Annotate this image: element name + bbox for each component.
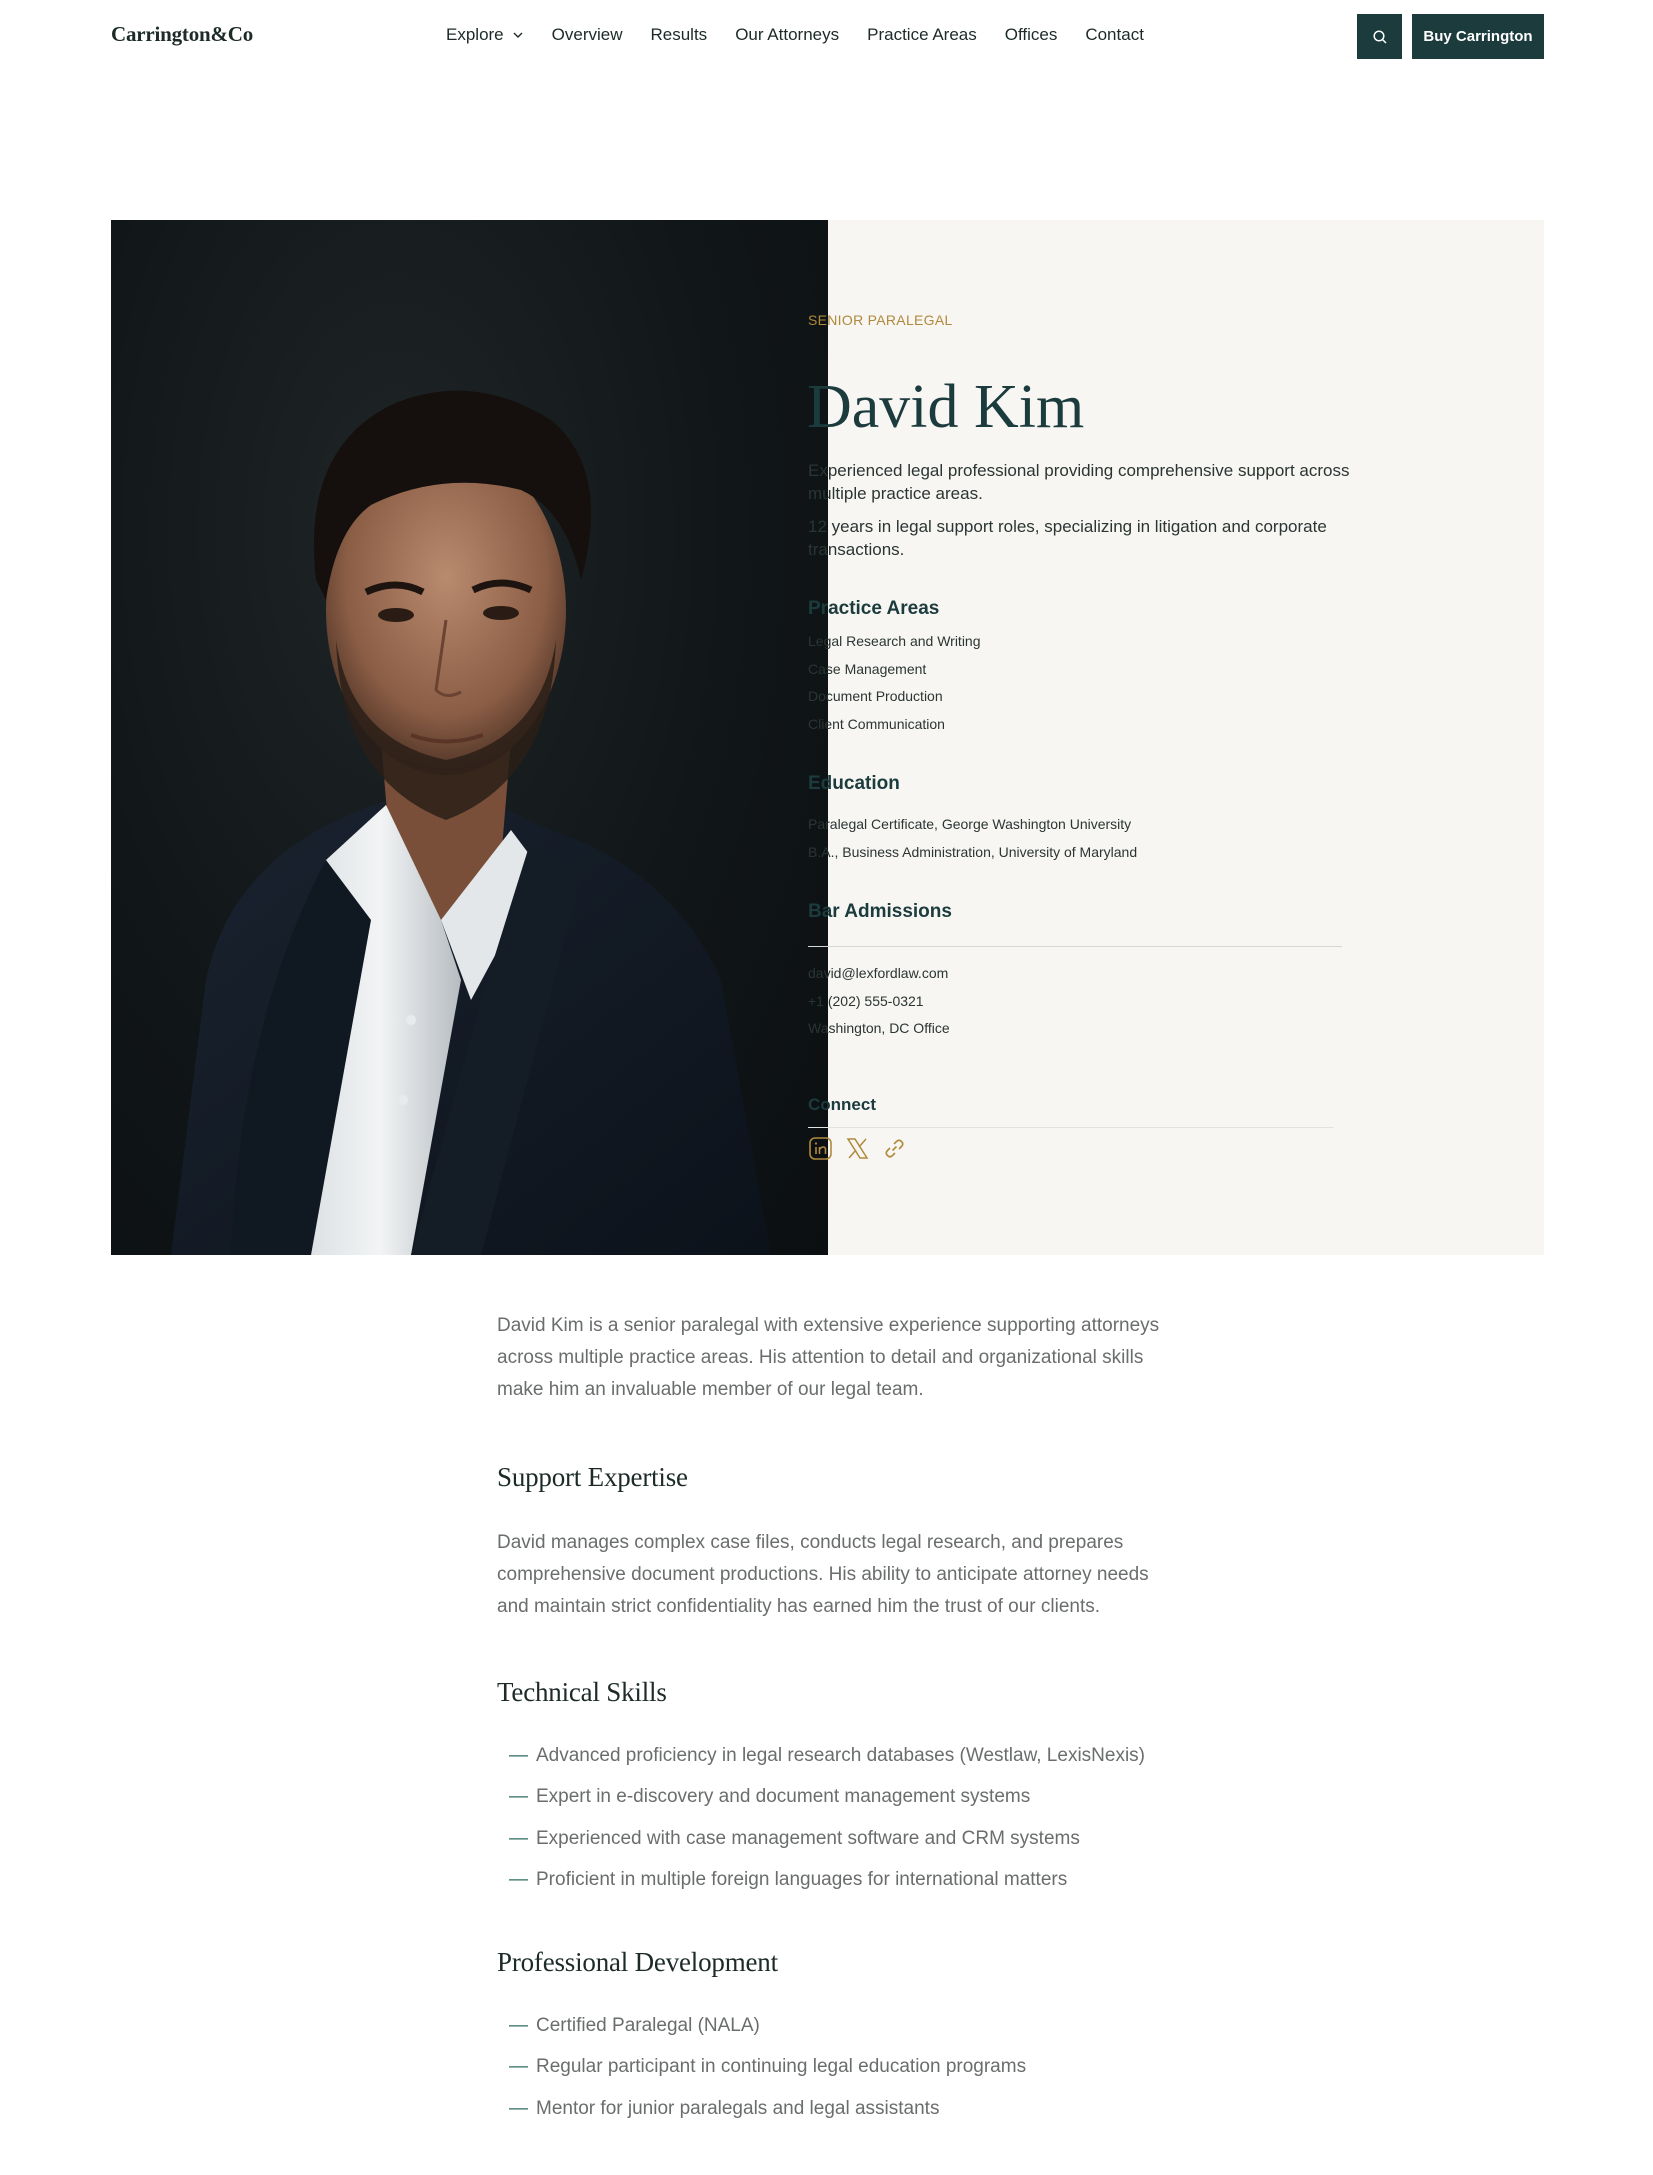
list-item-text: Experienced with case management software and CRM systems (536, 1827, 1080, 1849)
nav-item-contact[interactable]: Contact (1085, 25, 1144, 44)
practice-areas-list (808, 628, 981, 738)
role-eyebrow: SENIOR PARALEGAL (808, 312, 953, 328)
divider (808, 946, 1342, 947)
lead-text: 12 years in legal support roles, specializing in litigation and corporate transactions. (808, 517, 1327, 559)
list-item: Paralegal Certificate, George Washington University (808, 816, 1132, 832)
profile-lead (808, 459, 1368, 561)
list-item: — Mentor for junior paralegals and legal assistants (509, 2097, 940, 2119)
list-item: — Expert in e-discovery and document management systems (509, 1786, 1031, 1808)
social-links (808, 1136, 907, 1161)
list-item-text: Advanced proficiency in legal research databases (Westlaw, LexisNexis) (536, 1745, 1146, 1766)
education-list (808, 811, 1137, 866)
nav-label: Explore (446, 25, 504, 44)
bio-content (497, 1310, 1177, 2129)
search-icon (1372, 29, 1388, 45)
email-link[interactable]: david@lexfordlaw.com (808, 965, 949, 981)
list-item: — Certified Paralegal (NALA) (509, 2015, 760, 2037)
nav-item-practice-areas[interactable]: Practice Areas (867, 25, 977, 44)
list-item: — Experienced with case management software and CRM systems (509, 1827, 1080, 1849)
logo[interactable]: Carrington&Co (111, 22, 254, 46)
list-item: Document Production (808, 688, 943, 704)
nav-item-our-attorneys[interactable]: Our Attorneys (735, 25, 840, 44)
linkedin-icon[interactable] (808, 1136, 833, 1161)
main-nav (446, 25, 1144, 45)
list-item: — Regular participant in continuing legal education programs (509, 2056, 1027, 2078)
nav-item-offices[interactable]: Offices (1004, 25, 1058, 44)
development-list (497, 2005, 1177, 2129)
list-item-text: Expert in e-discovery and document management systems (536, 1786, 1031, 1808)
list-item: Client Communication (808, 715, 945, 732)
list-item: — Proficient in multiple foreign languages for international matters (509, 1868, 1068, 1890)
education-heading: Education (808, 773, 900, 794)
buy-button[interactable]: Buy Carrington (1412, 14, 1544, 59)
profile-name: David Kim (807, 373, 1085, 441)
list-item: B.A., Business Administration, University of Maryland (808, 843, 1138, 860)
list-item: Legal Research and Writing (808, 633, 981, 649)
bio-intro: David Kim is a senior paralegal with extensive experience supporting attorneys across multiple practice areas. His attention to detail and organizational skills make him an invaluable member of our legal team. (497, 1315, 1160, 1400)
nav-item-overview[interactable]: Overview (551, 25, 623, 44)
list-item-text: Proficient in multiple foreign languages for international matters (536, 1868, 1068, 1890)
divider (808, 1127, 1334, 1128)
connect-heading: Connect (808, 1095, 876, 1114)
bar-admissions-heading: Bar Admissions (808, 901, 952, 922)
technical-skills-heading: Technical Skills (497, 1677, 667, 1707)
chevron-down-icon (512, 29, 524, 41)
nav-item-results[interactable]: Results (650, 25, 708, 44)
portrait-illustration (111, 220, 828, 1255)
office-location: Washington, DC Office (808, 1020, 950, 1036)
list-item-text: Regular participant in continuing legal education programs (536, 2056, 1027, 2078)
list-item: — Advanced proficiency in legal research databases (Westlaw, LexisNexis) (509, 1745, 1146, 1766)
x-icon[interactable] (845, 1136, 870, 1161)
site-header (0, 0, 1653, 72)
list-item: Case Management (808, 660, 927, 677)
list-item-text: Certified Paralegal (NALA) (536, 2015, 760, 2037)
support-expertise-heading: Support Expertise (497, 1462, 688, 1492)
list-item-text: Mentor for junior paralegals and legal assistants (536, 2097, 940, 2119)
link-icon[interactable] (882, 1136, 907, 1161)
contact-list (808, 960, 950, 1043)
professional-development-heading: Professional Development (497, 1947, 778, 1978)
portrait-photo (111, 220, 828, 1255)
nav-item-explore[interactable] (446, 25, 524, 45)
support-text: David manages complex case files, conducts legal research, and prepares comprehensive document productions. His ability to anticipate attorney needs and maintain strict confidentiality has earned him the trust of our clients. (497, 1532, 1149, 1617)
search-button[interactable] (1357, 14, 1402, 59)
lead-text: Experienced legal professional providing comprehensive support across multiple practice areas. (808, 461, 1350, 503)
skills-list (497, 1735, 1177, 1900)
phone-link[interactable]: +1 (202) 555-0321 (808, 992, 924, 1009)
practice-areas-heading: Practice Areas (808, 598, 940, 619)
